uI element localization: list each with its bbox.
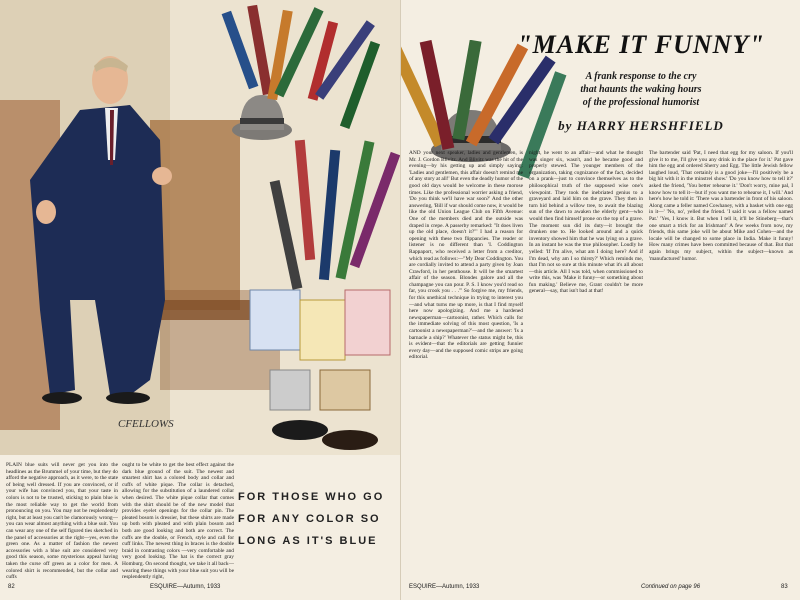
right-column-3 (649, 150, 793, 565)
right-column-2 (529, 150, 643, 575)
article-title: "MAKE IT FUNNY" (517, 30, 765, 59)
right-footer-title: ESQUIRE—Autumn, 1933 (409, 584, 480, 590)
left-col-2-text: ought to be white to get the best effect against the dark blue ground of the suit. The newest and smartest shirt has a colored body and collar and cuffs of white pique. The collar is detached, allowing for the substitution of a laundered collar when desired. The white pique collar that comes with the shirt should be of the new model that provides eyelet openings for the collar pin. The pleated bosom is dressier, but these shirts are made up both with pleated and with plain bosom and both are good looking and both are correct. The cuffs are the double, or French, style and call for cuff links. The newest thing in braces is the double braid in contrasting colors —very comfortable and very good looking. The hat is the correct gray Homburg. On second thought, we take it all back—wearing these things with your blue suit you will be resplendently right, (122, 462, 234, 581)
article-byline: by HARRY HERSHFIELD (558, 118, 724, 133)
right-col-1-text: AND your next speaker, ladies and gentlemen, is Mr. J. Gordon Blivitz. And Blivitz was the hit of the evening—by his getting up and simply saying: 'Ladies and gentlemen, this affair doesn't remind me of any story at all!' But even the deadly humor of the good old days would be welcome in these morose times. Like the professional worrier asking a friend, 'Do you think we'll have war soon?' And the other answering, 'Bill if war should come now, it would be like the old Union League Club on Fifth Avenue: One of the members died and the outside was draped in crepe. A passerby remarked: "It does liven up the old place, doesn't it?"' I had a reason for opening with these two flippancies. The reader or listener is no different than 'I. Coddington Rappaport, who received a letter from a creditor, which read as follows:—"My Dear Coddington. You are cordially invited to attend a party given by Joan Crawford, in her penthouse. It will be the smartest affair of the season. Blondes galore and all the champagne you can pour. P. S. I know you'd read so far, you crook you . . ."' So forgive me, my friends, for this unethical technique in trying to interest you—and what turns me up more, is that I find myself here now apologizing. And me a hardened newspaperman—cartoonist, rather. Which calls for the immediate solving of this most question, 'Is a cartoonist a newspaperman?'—and the answer: 'Is a barnacle a ship?' Whatever the status might be, this is evident—that the editorials are getting funnier every day—and the supposed comic strips are going editorial. (409, 150, 523, 361)
left-page-number: 82 (8, 584, 15, 590)
left-column-2 (122, 462, 234, 581)
right-page (400, 0, 800, 600)
right-page-number: 83 (781, 584, 788, 590)
subtitle-line-2: that haunts the waking hours (580, 84, 702, 95)
right-col-2-text: night, he went to an affair—and what he thought was singer six, wasn't, and he became good and properly stewed. The younger members of the organization, taking cognizance of the fact, decided on a prank—just to convince themselves as to the philosophical truth of the supposed wise one's viewpoint. They took the inebriated genius to a graveyard and laid him on the grave. They then in turn hid behind a willow tree, to await the blazing sun of the dawn to awaken the elderly gent—who would then find himself prone on the top of a grave. The moment sun did its duty—it brought the drunken one to. He looked around and a quick inventory showed him that he was lying on a grave. In an instant he was the true philosopher. Loudly he yelled: 'If I'm alive, what am I doing here? And if I'm dead, why am I so thirsty?' Which reminds me, that I'm not so sure at this minute what it's all about—this article. All I was told, when commissioned to write this, was 'Make it funny—or something about fun making.' Believe me, Grant couldn't be more general—say, that isn't bad at that! (529, 150, 643, 295)
slogan-line-1: FOR THOSE WHO GO (238, 491, 385, 503)
artist-signature: CFELLOWS (118, 418, 174, 430)
slogan-line-2: FOR ANY COLOR SO (238, 513, 381, 525)
subtitle-line-1: A frank response to the cry (585, 71, 697, 82)
slogan (238, 486, 398, 552)
right-column-1 (409, 150, 523, 575)
left-column-1 (6, 462, 118, 581)
slogan-line-3: LONG AS IT'S BLUE (238, 535, 378, 547)
man-in-blue-suit-illustration (0, 0, 400, 455)
left-footer-title: ESQUIRE—Autumn, 1933 (150, 584, 221, 590)
left-col-1-text: PLAIN blue suits will never get you into the headlines as the Brummel of your time, but they do afford the negative approach, as it were, to the state of being well dressed. If you are convinced, or if your wife has convinced you, that your taste in colors is not to be trusted, sticking to plain blue is the most reliable way to get the world from pronouncing on you. You may not be resplendently right, but at least you can't be clamorously wrong—you can wear almost anything with a blue suit. You can wear any one of the self figured ties sketched in the panel of accessories at the right—yes, even the green one. As a matter of fashion the newest accessories with a blue suit are considered very good this season, some mysterious appeal having taken the curse off green as a color for men. A colored shirt is recommended, but the collar and cuffs (6, 462, 118, 581)
subtitle-line-3: of the professional humorist (582, 97, 700, 108)
right-col-3-text: The bartender said 'Pat, I need that egg for my saloon. If you'll give it to me, I'll give you any drink in the place for it.' Pat gave him the egg and ordered Sherry and Egg. The little Jewish fellow laughed loud, 'That certainly is a good joke—I'll positively be a big hit with it in the minstrel show.' 'Do you know how to tell it?' asked the friend, 'You better rehearse it.' 'Don't worry, mine pal, I know how to tell it—but if you want me to rehearse it, I will.' And here's how he told it: 'There was a bartender in front of his saloon. Along came a feller named Cowhaney, with a basket with one egg in it—' 'No, no', yelled the friend. 'I said it was a fellow named Pat.' 'Yes, I know it. But when I tell it, it'll be Stineberg—that's one smart a trick for an Irishman!' A few weeks from now, my friends, this same joke will be about Mike and Cohen—and the locale will be changed to some place in India. Make it funny! How many crimes have been committed because of that. But that again brings my subject, within the subject—known as 'manufactured' humor. (649, 150, 793, 262)
continued-note: Continued on page 96 (641, 584, 701, 590)
article-subtitle (501, 70, 781, 109)
